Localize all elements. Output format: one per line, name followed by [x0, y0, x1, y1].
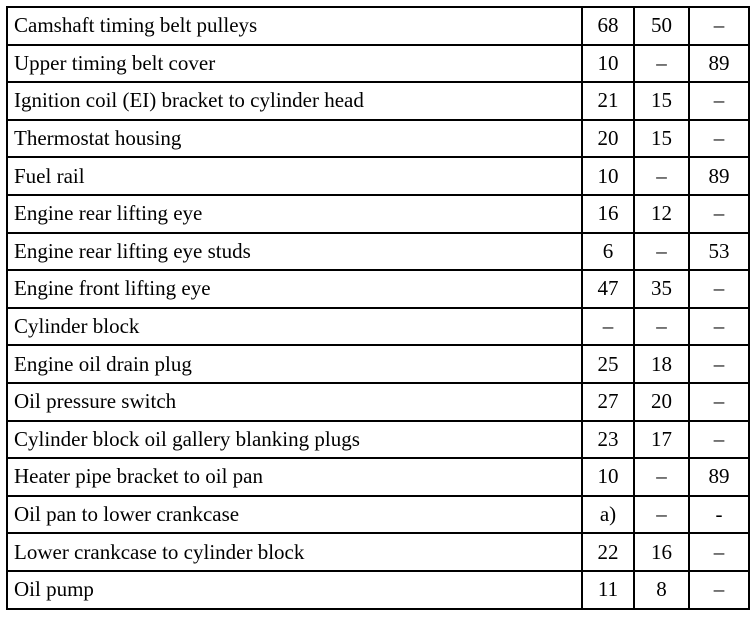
component-name-cell: Fuel rail	[7, 157, 582, 195]
value-cell-col3: –	[689, 308, 749, 346]
table-row	[7, 383, 749, 421]
table-row	[7, 195, 749, 233]
table-row	[7, 45, 749, 83]
value-cell-col3: –	[689, 7, 749, 45]
value-cell-col2: –	[634, 45, 689, 83]
value-cell-col1: 10	[582, 458, 634, 496]
value-cell-col2: 15	[634, 120, 689, 158]
table-row	[7, 421, 749, 459]
table-row	[7, 571, 749, 609]
value-cell-col2: 16	[634, 533, 689, 571]
value-cell-col3: 53	[689, 233, 749, 271]
component-name-cell: Lower crankcase to cylinder block	[7, 533, 582, 571]
table-row	[7, 270, 749, 308]
component-name-cell: Engine rear lifting eye	[7, 195, 582, 233]
value-cell-col3: –	[689, 571, 749, 609]
component-name-cell: Camshaft timing belt pulleys	[7, 7, 582, 45]
component-name-cell: Engine front lifting eye	[7, 270, 582, 308]
value-cell-col1: 11	[582, 571, 634, 609]
table-row	[7, 533, 749, 571]
value-cell-col1: 23	[582, 421, 634, 459]
value-cell-col2: –	[634, 308, 689, 346]
component-name-cell: Engine oil drain plug	[7, 345, 582, 383]
value-cell-col2: –	[634, 458, 689, 496]
value-cell-col2: 50	[634, 7, 689, 45]
value-cell-col1: 22	[582, 533, 634, 571]
value-cell-col2: 35	[634, 270, 689, 308]
component-name-cell: Oil pan to lower crankcase	[7, 496, 582, 534]
component-name-cell: Oil pressure switch	[7, 383, 582, 421]
value-cell-col1: 20	[582, 120, 634, 158]
value-cell-col2: 15	[634, 82, 689, 120]
table-row	[7, 458, 749, 496]
table-row	[7, 120, 749, 158]
value-cell-col1: 6	[582, 233, 634, 271]
table-body	[7, 7, 749, 609]
value-cell-col1: 27	[582, 383, 634, 421]
value-cell-col1: 21	[582, 82, 634, 120]
table-row	[7, 496, 749, 534]
value-cell-col3: –	[689, 345, 749, 383]
table-row	[7, 82, 749, 120]
component-name-cell: Thermostat housing	[7, 120, 582, 158]
component-name-cell: Heater pipe bracket to oil pan	[7, 458, 582, 496]
component-name-cell: Oil pump	[7, 571, 582, 609]
value-cell-col3: –	[689, 120, 749, 158]
value-cell-col1: 10	[582, 45, 634, 83]
value-cell-col2: 17	[634, 421, 689, 459]
value-cell-col2: –	[634, 233, 689, 271]
value-cell-col3: -	[689, 496, 749, 534]
component-name-cell: Engine rear lifting eye studs	[7, 233, 582, 271]
value-cell-col3: –	[689, 421, 749, 459]
value-cell-col1: 25	[582, 345, 634, 383]
value-cell-col1: 16	[582, 195, 634, 233]
value-cell-col2: 20	[634, 383, 689, 421]
value-cell-col2: 18	[634, 345, 689, 383]
component-name-cell: Cylinder block	[7, 308, 582, 346]
torque-table-container	[6, 6, 750, 610]
value-cell-col3: –	[689, 533, 749, 571]
value-cell-col3: –	[689, 383, 749, 421]
component-name-cell: Ignition coil (EI) bracket to cylinder head	[7, 82, 582, 120]
table-row	[7, 7, 749, 45]
value-cell-col2: –	[634, 496, 689, 534]
component-name-cell: Upper timing belt cover	[7, 45, 582, 83]
value-cell-col1: 68	[582, 7, 634, 45]
value-cell-col3: 89	[689, 45, 749, 83]
value-cell-col2: –	[634, 157, 689, 195]
table-row	[7, 345, 749, 383]
table-row	[7, 233, 749, 271]
value-cell-col2: 8	[634, 571, 689, 609]
table-row	[7, 308, 749, 346]
value-cell-col3: 89	[689, 458, 749, 496]
value-cell-col3: 89	[689, 157, 749, 195]
value-cell-col3: –	[689, 195, 749, 233]
component-name-cell: Cylinder block oil gallery blanking plugs	[7, 421, 582, 459]
value-cell-col3: –	[689, 82, 749, 120]
value-cell-col1: a)	[582, 496, 634, 534]
value-cell-col3: –	[689, 270, 749, 308]
torque-specification-table	[6, 6, 750, 610]
value-cell-col1: –	[582, 308, 634, 346]
value-cell-col1: 47	[582, 270, 634, 308]
value-cell-col1: 10	[582, 157, 634, 195]
value-cell-col2: 12	[634, 195, 689, 233]
table-row	[7, 157, 749, 195]
